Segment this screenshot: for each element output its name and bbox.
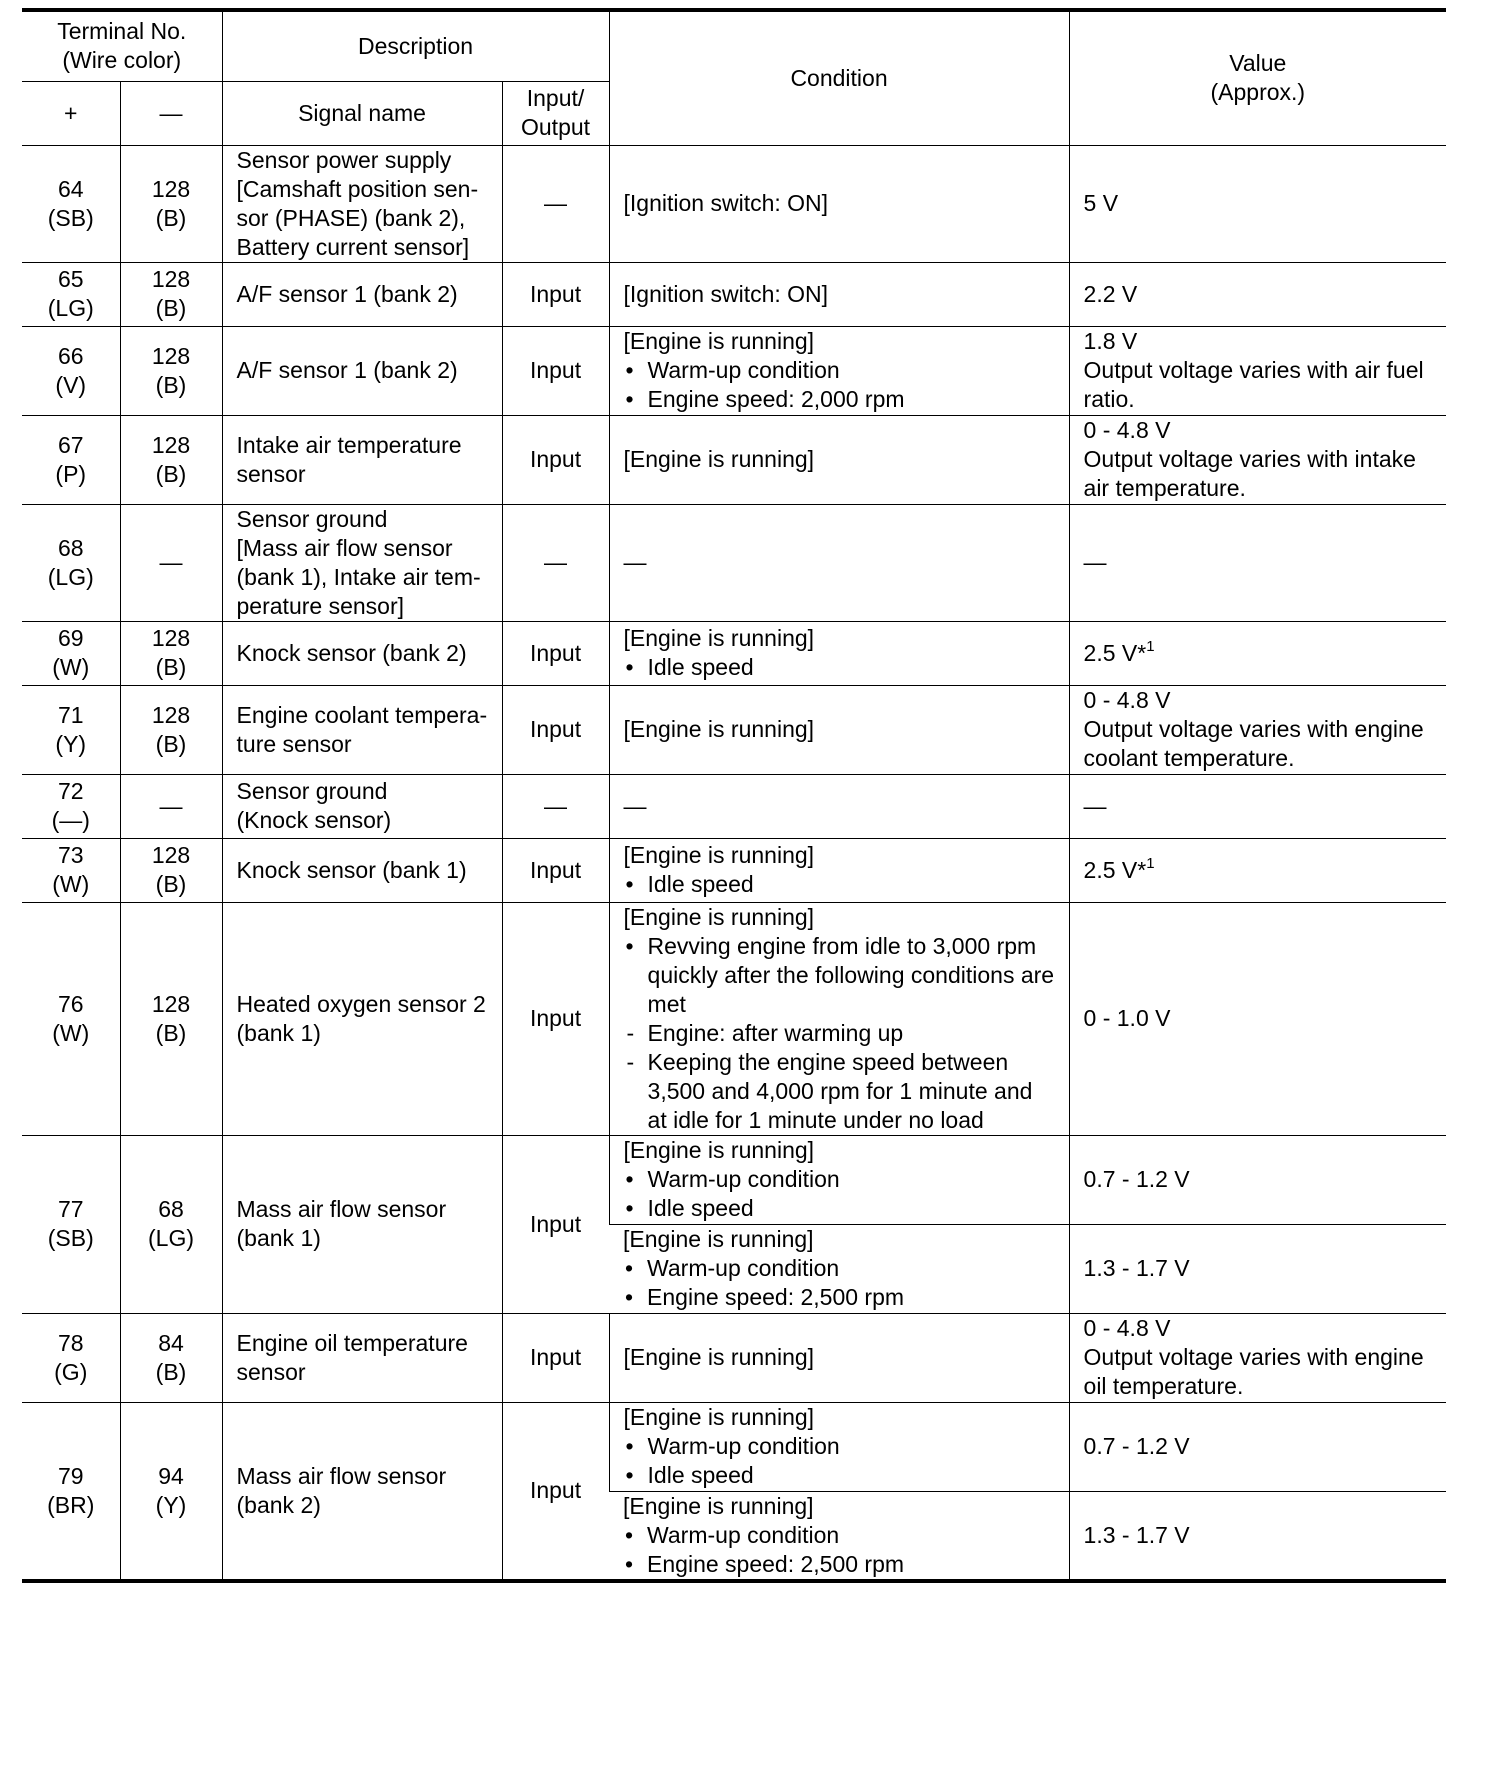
terminal-minus-cell — [120, 504, 222, 621]
io-value: — — [544, 190, 568, 216]
value-line: 5 V — [1083, 190, 1119, 216]
value-cell — [1069, 621, 1446, 685]
signal-name-cell — [222, 145, 502, 262]
table-row — [22, 685, 1446, 774]
value-line: ratio. — [1083, 386, 1135, 412]
terminal-number: 78 — [57, 1329, 84, 1356]
value-line: Output voltage varies with air fuel — [1083, 357, 1424, 383]
terminal-plus-cell — [22, 1402, 120, 1581]
table-row — [22, 504, 1446, 621]
condition-cell — [609, 1224, 1069, 1313]
wire-color: (B) — [155, 295, 187, 321]
signal-name-line: (bank 1) — [236, 1019, 321, 1046]
table-row — [22, 1135, 1446, 1224]
io-cell — [502, 504, 609, 621]
io-value: Input — [529, 280, 582, 307]
condition-heading: [Engine is running] — [623, 1404, 815, 1430]
condition-cell — [609, 685, 1069, 774]
value-cell — [1069, 326, 1446, 415]
condition-bullet: • Revving engine from idle to 3,000 rpm quickly after the following conditions are met — [624, 932, 1055, 1019]
signal-name-header: Signal name — [222, 81, 502, 145]
value-line: 0 - 1.0 V — [1083, 1005, 1171, 1031]
signal-name-line: sensor — [236, 460, 306, 487]
signal-name-cell — [222, 685, 502, 774]
io-cell — [502, 621, 609, 685]
footnote-mark: 1 — [1146, 854, 1155, 872]
terminal-number: 128 — [151, 625, 191, 651]
wire-color: (V) — [55, 371, 87, 398]
terminal-plus-cell — [22, 838, 120, 902]
signal-name-line: Knock sensor (bank 2) — [236, 639, 467, 666]
terminal-minus-cell — [120, 145, 222, 262]
terminal-number: 128 — [151, 990, 191, 1017]
signal-name-line: sor (PHASE) (bank 2), — [236, 204, 466, 231]
io-cell — [502, 685, 609, 774]
value-text: 2.5 V* — [1083, 856, 1147, 883]
condition-cell — [609, 902, 1069, 1135]
condition-bullet: • Idle speed — [624, 653, 1055, 682]
condition-cell — [609, 326, 1069, 415]
condition-cell — [609, 145, 1069, 262]
value-line: Output voltage varies with engine — [1083, 1344, 1424, 1370]
signal-name-line: Sensor power supply — [236, 146, 452, 173]
signal-name-line: Mass air flow sensor — [236, 1462, 447, 1489]
terminal-minus-cell — [120, 685, 222, 774]
signal-name-line: Engine coolant tempera- — [236, 701, 488, 728]
wire-color: (W) — [52, 871, 90, 897]
terminal-number: 69 — [57, 625, 84, 651]
terminal-plus-cell — [22, 902, 120, 1135]
value-line: oil temperature. — [1083, 1373, 1244, 1399]
wire-color: (Y) — [55, 730, 87, 757]
wire-color: (P) — [55, 460, 87, 487]
value-line: Output voltage varies with engine — [1083, 716, 1424, 742]
value-line: coolant temperature. — [1083, 745, 1295, 771]
signal-name-line: perature sensor] — [236, 592, 404, 619]
terminal-number: 65 — [57, 266, 84, 292]
terminal-number: 68 — [158, 1196, 184, 1222]
condition-heading: [Engine is running] — [623, 842, 815, 868]
io-cell — [502, 902, 609, 1135]
terminal-number: 79 — [57, 1462, 84, 1489]
io-value: Input — [529, 357, 582, 383]
table-row — [22, 262, 1446, 326]
terminal-number: 128 — [151, 342, 191, 369]
io-cell — [502, 1402, 609, 1581]
condition-cell — [609, 504, 1069, 621]
table-row — [22, 774, 1446, 838]
signal-name-cell — [222, 1402, 502, 1581]
wire-color: (—) — [51, 807, 90, 833]
wire-color: (G) — [54, 1358, 88, 1385]
condition-bullet: • Warm-up condition — [624, 1165, 1055, 1194]
value-cell — [1069, 1402, 1446, 1491]
terminal-number: 67 — [57, 431, 84, 458]
table-body — [22, 145, 1446, 1581]
io-cell — [502, 326, 609, 415]
io-cell — [502, 838, 609, 902]
table-row — [22, 1402, 1446, 1491]
condition-bullet: • Warm-up condition — [624, 356, 1055, 385]
approx-label: (Approx.) — [1210, 79, 1306, 106]
terminal-minus-cell — [120, 1135, 222, 1313]
value-line: — — [1083, 549, 1107, 575]
description-header: Description — [222, 10, 609, 81]
value-cell — [1069, 1224, 1446, 1313]
terminal-minus-cell — [120, 262, 222, 326]
terminal-no-header — [22, 10, 222, 81]
value-line: 2.2 V — [1083, 280, 1138, 307]
io-value: Input — [529, 856, 582, 883]
signal-name-line: Mass air flow sensor — [236, 1196, 447, 1222]
wire-color: (LG) — [47, 295, 94, 321]
signal-name-line: [Camshaft position sen- — [236, 175, 479, 202]
condition-cell — [609, 838, 1069, 902]
wire-color: (BR) — [47, 1491, 95, 1518]
condition-bullet: • Engine speed: 2,000 rpm — [624, 385, 1055, 414]
terminal-table — [22, 8, 1446, 1583]
value-line: 1.8 V — [1083, 328, 1138, 354]
condition-heading: [Engine is running] — [623, 446, 815, 472]
signal-name-line: (bank 1), Intake air tem- — [236, 563, 481, 590]
terminal-number: 66 — [57, 342, 84, 369]
io-cell — [502, 774, 609, 838]
value-cell — [1069, 415, 1446, 504]
wire-color: (B) — [155, 730, 187, 757]
value-line: Output voltage varies with intake — [1083, 446, 1416, 472]
io-value: Input — [529, 1344, 582, 1370]
terminal-number: 128 — [151, 431, 191, 458]
terminal-plus-cell — [22, 504, 120, 621]
condition-header: Condition — [609, 10, 1069, 145]
terminal-minus-cell — [120, 774, 222, 838]
terminal-number: 94 — [158, 1462, 184, 1489]
terminal-plus-cell — [22, 262, 120, 326]
condition-bullet: • Engine speed: 2,500 rpm — [623, 1550, 1055, 1579]
signal-name-cell — [222, 415, 502, 504]
wire-color: (W) — [52, 1019, 90, 1046]
table-row — [22, 415, 1446, 504]
terminal-number: 72 — [57, 778, 84, 804]
signal-name-line: (bank 2) — [236, 1491, 321, 1518]
condition-cell — [609, 1135, 1069, 1224]
value-cell — [1069, 262, 1446, 326]
signal-name-cell — [222, 902, 502, 1135]
signal-name-cell — [222, 838, 502, 902]
condition-cell — [609, 1402, 1069, 1491]
value-header — [1069, 10, 1446, 145]
wire-color: (B) — [155, 460, 187, 487]
table-row — [22, 621, 1446, 685]
table-row — [22, 1313, 1446, 1402]
signal-name-line: Intake air temperature — [236, 431, 462, 458]
io-value: Input — [529, 639, 582, 666]
terminal-number: 73 — [57, 842, 84, 868]
terminal-minus-cell — [120, 1313, 222, 1402]
condition-cell — [609, 415, 1069, 504]
terminal-plus-cell — [22, 685, 120, 774]
terminal-plus-cell — [22, 145, 120, 262]
value-text: 2.5 V* — [1083, 639, 1147, 666]
value-cell — [1069, 1491, 1446, 1581]
wire-color-label: (Wire color) — [62, 47, 182, 74]
value-line: 0 - 4.8 V — [1083, 417, 1171, 443]
table-row — [22, 838, 1446, 902]
value-line: 0.7 - 1.2 V — [1083, 1166, 1190, 1192]
wire-color: (LG) — [47, 563, 94, 590]
terminal-plus-cell — [22, 1313, 120, 1402]
terminal-number: 128 — [151, 701, 191, 728]
signal-name-line: (bank 1) — [236, 1225, 321, 1251]
io-value: Input — [529, 446, 582, 472]
signal-name-line: [Mass air flow sensor — [236, 534, 453, 561]
signal-name-line: A/F sensor 1 (bank 2) — [236, 280, 458, 307]
condition-cell — [609, 262, 1069, 326]
io-label-2: Output — [521, 114, 591, 140]
table-row — [22, 145, 1446, 262]
wire-color: (Y) — [155, 1491, 187, 1518]
condition-heading: [Engine is running] — [623, 1226, 814, 1252]
terminal-no-label: Terminal No. — [57, 18, 187, 45]
condition-bullet: • Idle speed — [624, 1194, 1055, 1223]
io-cell — [502, 1135, 609, 1313]
condition-heading: [Ignition switch: ON] — [623, 280, 829, 307]
condition-heading: [Engine is running] — [623, 328, 815, 354]
signal-name-line: Sensor ground — [236, 778, 388, 804]
signal-name-cell — [222, 774, 502, 838]
signal-name-cell — [222, 1135, 502, 1313]
condition-heading: [Engine is running] — [623, 1344, 815, 1370]
condition-bullet: • Warm-up condition — [624, 1432, 1055, 1461]
terminal-plus-cell — [22, 1135, 120, 1313]
io-cell — [502, 415, 609, 504]
condition-heading: [Engine is running] — [623, 1137, 815, 1163]
value-line: 1.3 - 1.7 V — [1083, 1521, 1190, 1548]
value-cell — [1069, 774, 1446, 838]
io-header — [502, 81, 609, 145]
terminal-minus-cell — [120, 902, 222, 1135]
value-line: 0 - 4.8 V — [1083, 687, 1171, 713]
terminal-number: 76 — [57, 990, 84, 1017]
table-row — [22, 902, 1446, 1135]
terminal-number: 128 — [151, 842, 191, 868]
condition-bullet: • Warm-up condition — [623, 1521, 1055, 1550]
wire-color: (B) — [155, 204, 187, 231]
condition-cell — [609, 621, 1069, 685]
signal-name-line: (Knock sensor) — [236, 807, 392, 833]
wire-color: (B) — [155, 1358, 187, 1385]
wire-color: (B) — [155, 371, 187, 398]
signal-name-cell — [222, 1313, 502, 1402]
value-cell — [1069, 838, 1446, 902]
value-cell — [1069, 1313, 1446, 1402]
condition-cell — [609, 1313, 1069, 1402]
value-line: 0.7 - 1.2 V — [1083, 1433, 1190, 1459]
value-label: Value — [1229, 50, 1287, 77]
signal-name-cell — [222, 262, 502, 326]
condition-cell — [609, 1491, 1069, 1581]
condition-cell — [609, 774, 1069, 838]
condition-bullet: • Idle speed — [624, 870, 1055, 899]
condition-heading: [Engine is running] — [623, 1492, 814, 1519]
io-cell — [502, 145, 609, 262]
signal-name-cell — [222, 504, 502, 621]
signal-name-line: Sensor ground — [236, 505, 388, 532]
terminal-minus-cell — [120, 326, 222, 415]
wire-color: (W) — [52, 654, 90, 680]
terminal-plus-cell — [22, 621, 120, 685]
terminal-number: 128 — [151, 175, 191, 202]
wire-color: (SB) — [47, 1225, 94, 1251]
terminal-minus-cell — [120, 838, 222, 902]
terminal-minus-cell — [120, 1402, 222, 1581]
io-cell — [502, 1313, 609, 1402]
condition-heading: — — [623, 792, 647, 819]
io-cell — [502, 262, 609, 326]
condition-bullet: • Engine speed: 2,500 rpm — [623, 1283, 1055, 1312]
value-line: 0 - 4.8 V — [1083, 1315, 1171, 1341]
signal-name-line: Battery current sensor] — [236, 233, 470, 260]
condition-bullet: • Warm-up condition — [623, 1254, 1055, 1283]
io-label-1: Input/ — [526, 85, 585, 111]
value-line: — — [1083, 792, 1107, 819]
terminal-number: 77 — [57, 1196, 84, 1222]
terminal-number: 84 — [158, 1329, 184, 1356]
terminal-number: 68 — [57, 534, 84, 561]
io-value: Input — [529, 1210, 582, 1237]
io-value: Input — [529, 1005, 582, 1031]
condition-heading: [Engine is running] — [623, 716, 815, 742]
footnote-mark: 1 — [1146, 637, 1155, 655]
table-row — [22, 326, 1446, 415]
io-value: Input — [529, 716, 582, 742]
condition-sub-item: - Keeping the engine speed between 3,500 and 4,000 rpm for 1 minute and at idle for 1 minute under no load — [624, 1048, 1055, 1135]
terminal-plus-cell — [22, 326, 120, 415]
value-cell — [1069, 685, 1446, 774]
condition-heading: [Engine is running] — [623, 625, 815, 651]
wire-color: (B) — [155, 654, 187, 680]
condition-sub-item: - Engine: after warming up — [624, 1019, 1055, 1048]
value-cell — [1069, 1135, 1446, 1224]
minus-header: — — [120, 81, 222, 145]
signal-name-cell — [222, 621, 502, 685]
signal-name-line: ture sensor — [236, 730, 352, 757]
signal-name-line: A/F sensor 1 (bank 2) — [236, 357, 458, 383]
terminal-number: 71 — [57, 701, 84, 728]
terminal-number: 64 — [57, 175, 84, 202]
terminal-number: — — [159, 792, 183, 819]
signal-name-line: sensor — [236, 1358, 306, 1385]
value-cell — [1069, 902, 1446, 1135]
plus-header: + — [22, 81, 120, 145]
signal-name-line: Engine oil temperature — [236, 1329, 468, 1356]
condition-heading: [Ignition switch: ON] — [623, 190, 829, 216]
signal-name-line: Knock sensor (bank 1) — [236, 856, 467, 883]
io-value: — — [544, 792, 568, 819]
terminal-minus-cell — [120, 621, 222, 685]
terminal-plus-cell — [22, 774, 120, 838]
wire-color: (B) — [155, 1019, 187, 1046]
terminal-plus-cell — [22, 415, 120, 504]
terminal-number: — — [159, 549, 183, 575]
value-cell — [1069, 504, 1446, 621]
wire-color: (SB) — [47, 204, 94, 231]
condition-bullet: • Idle speed — [624, 1461, 1055, 1490]
wire-color: (B) — [155, 871, 187, 897]
terminal-number: 128 — [151, 266, 191, 292]
value-line: air temperature. — [1083, 475, 1246, 501]
wire-color: (LG) — [148, 1225, 194, 1251]
value-line: 1.3 - 1.7 V — [1083, 1255, 1190, 1281]
signal-name-line: Heated oxygen sensor 2 — [236, 990, 486, 1017]
terminal-minus-cell — [120, 415, 222, 504]
value-cell — [1069, 145, 1446, 262]
io-value: — — [544, 549, 568, 575]
io-value: Input — [529, 1477, 582, 1503]
condition-heading: [Engine is running] — [623, 903, 815, 930]
signal-name-cell — [222, 326, 502, 415]
condition-heading: — — [623, 549, 647, 575]
